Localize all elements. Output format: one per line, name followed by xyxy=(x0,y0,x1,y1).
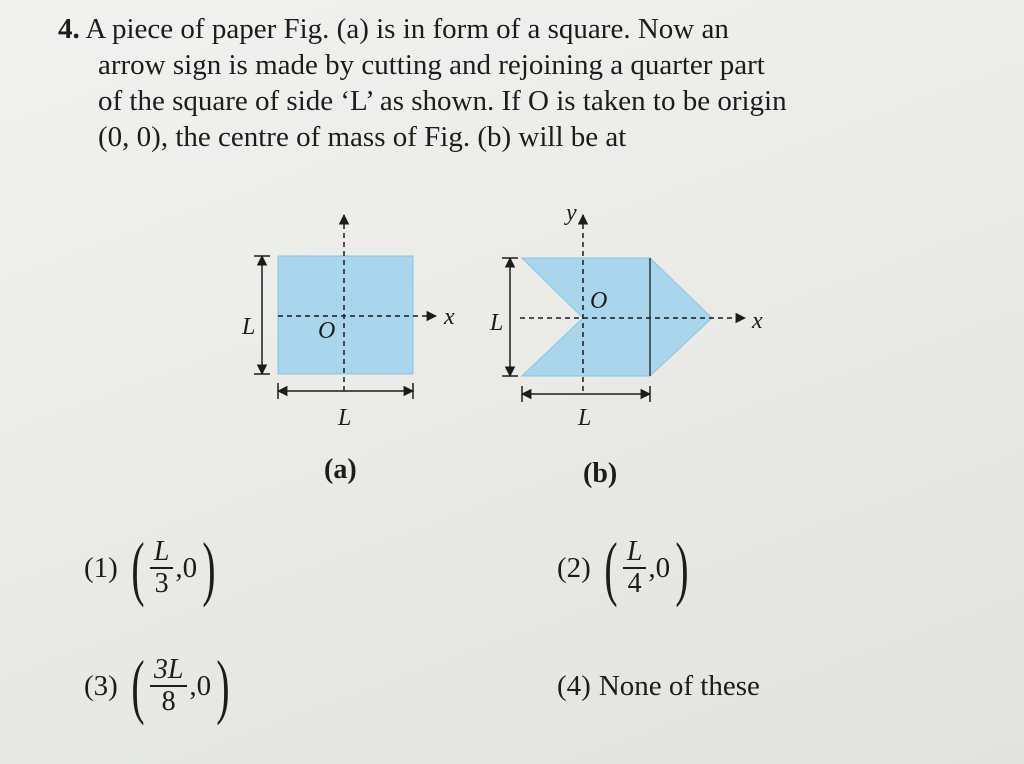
open-paren: ( xyxy=(131,646,145,726)
option-2-fraction xyxy=(623,537,647,599)
open-paren: ( xyxy=(131,528,145,608)
figure-a-square xyxy=(278,256,413,374)
figure-b-x-label: x xyxy=(752,308,763,334)
option-1-denominator: 3 xyxy=(154,568,169,599)
question-line-2: arrow sign is made by cutting and rejoining a quarter part xyxy=(98,49,765,81)
figure-b-arrow-shape xyxy=(522,258,712,376)
option-2-second: 0 xyxy=(655,551,671,584)
figure-a-L-side: L xyxy=(242,314,256,340)
figure-b xyxy=(489,200,763,431)
option-4-text: None of these xyxy=(598,670,760,702)
figure-b-y-label: y xyxy=(566,200,577,226)
option-1-second: 0 xyxy=(182,551,198,584)
figure-a-O-label: O xyxy=(318,318,336,344)
question-line-3: of the square of side ‘L’ as shown. If O is taken to be origin xyxy=(98,85,787,117)
option-1[interactable]: (1) ( $\frac{L}{3}$ ,0 ) xyxy=(84,528,216,608)
figure-b-L-bottom: L xyxy=(578,405,592,431)
option-4[interactable] xyxy=(557,670,760,703)
option-3-fraction xyxy=(150,655,188,717)
option-2-denominator: 4 xyxy=(627,568,642,599)
option-3-second: 0 xyxy=(196,669,212,702)
figure-a-caption: (a) xyxy=(324,454,357,485)
figure-a xyxy=(241,215,455,431)
option-3-label: (3) xyxy=(84,669,118,702)
question-number: 4. xyxy=(58,13,80,45)
option-2-label: (2) xyxy=(557,551,591,584)
option-1-fraction xyxy=(150,537,174,599)
figure-a-x-label: x xyxy=(444,304,455,330)
figure-b-O-label: O xyxy=(590,288,608,314)
option-2[interactable]: (2) ( $\frac{L}{4}$ ,0 ) xyxy=(557,528,689,608)
option-3-denominator: 8 xyxy=(161,686,176,717)
option-2-numerator: L xyxy=(626,536,643,567)
close-paren: ) xyxy=(216,646,230,726)
option-1-numerator: L xyxy=(153,536,170,567)
question-text-1: A piece of paper Fig. (a) is in form of a square. Now an xyxy=(85,13,729,45)
close-paren: ) xyxy=(202,528,216,608)
close-paren: ) xyxy=(675,528,689,608)
figure-b-L-side: L xyxy=(490,310,504,336)
option-3-numerator: 3L xyxy=(153,654,184,685)
figure-a-L-bottom: L xyxy=(338,405,352,431)
option-3[interactable]: (3) ( $\frac{3L}{8}$ ,0 ) xyxy=(84,646,230,726)
open-paren: ( xyxy=(604,528,618,608)
question-line-4: (0, 0), the centre of mass of Fig. (b) will be at xyxy=(98,121,627,153)
option-1-label: (1) xyxy=(84,551,118,584)
figure-b-caption: (b) xyxy=(583,458,618,489)
option-4-label: (4) xyxy=(557,670,591,702)
